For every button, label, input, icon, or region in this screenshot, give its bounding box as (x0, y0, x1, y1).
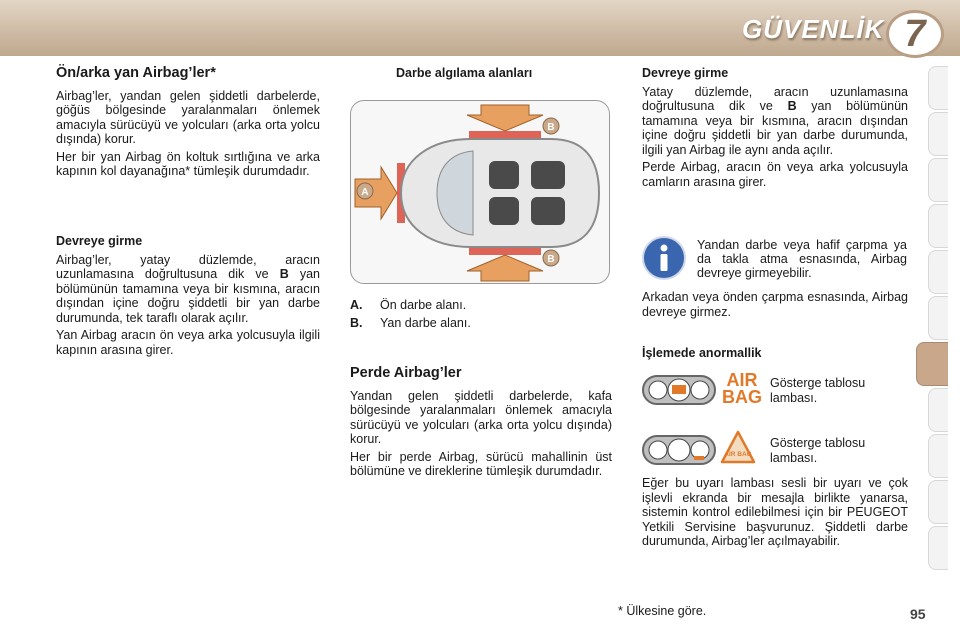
paragraph: Yatay düzlemde, aracın uzunlamasına doğrultusuna dik ve B yan bölümünün tamamına veya bir kısmına, aracın dışından içine doğru şiddetli bir yan darbe durumunda, ilgili yan Airbag ile aynı anda açılır. (642, 84, 908, 157)
paragraph: Airbag’ler, yandan gelen şiddetli darbelerde, göğüs bölgesinde yaralanmaları önlemek amacıyla sürücüyü ve yolcuları (arka orta yolcu dışında) korur. (56, 88, 320, 146)
paragraph: Arkadan veya önden çarpma esnasında, Airbag devreye girmez. (642, 290, 908, 319)
page-number: 95 (910, 606, 926, 622)
malfunction-heading (642, 346, 908, 365)
legend-row (350, 314, 471, 332)
paragraph: Yandan gelen şiddetli darbelerde, kafa bölgesinde yaralanmaları önlemek amacıyla sürücüyü ve yolcuları (arka orta yolcu dışında) korur. (350, 388, 612, 446)
paragraph: Airbag’ler, yatay düzlemde, aracın uzunlamasına doğrultusuna dik ve B yan bölümünün tamamına veya bir kısmına, aracın dışından içine doğru şiddetli bir yan darbe durumunda, tek taraflı olarak açılır. (56, 252, 320, 325)
airbag-warning-icon: AIR BAG (722, 370, 762, 407)
chapter-tab[interactable] (928, 204, 948, 248)
legend-key: B. (350, 316, 363, 330)
chapter-tab[interactable] (928, 526, 948, 570)
zone-b-bottom (469, 247, 541, 255)
marker-a-label: A (361, 187, 369, 198)
car-illustration (351, 101, 610, 284)
section-title-curtain-airbags: Perde Airbag’ler (350, 365, 462, 381)
info-icon (642, 236, 686, 280)
subsection-title-activation: Devreye girme (642, 66, 729, 80)
diagram-title: Darbe algılama alanları (396, 66, 533, 80)
subsection-title-activation: Devreye girme (56, 234, 143, 248)
left-activation (56, 234, 320, 360)
chapter-tab[interactable] (928, 112, 948, 156)
impact-zones-diagram (350, 100, 610, 284)
footnote: * Ülkesine göre. (618, 604, 707, 618)
diagram-legend (350, 296, 471, 332)
marker-b-label: B (547, 122, 555, 133)
subsection-title-malfunction: İşlemede anormallik (642, 346, 762, 360)
legend-key: A. (350, 298, 363, 312)
chapter-tab[interactable] (928, 66, 948, 110)
paragraph: Yan Airbag aracın ön veya arka yolcusuyla ilgili kapının arasına girer. (56, 328, 320, 357)
curtain-airbags-section (350, 366, 612, 482)
chapter-tab[interactable] (928, 250, 948, 294)
lamp-label: Gösterge tablosu lambası. (770, 436, 866, 465)
paragraph: Eğer bu uyarı lambası sesli bir uyarı ve çok işlevli ekranda bir mesajla birlikte yanarsa, sistemin kontrol edilebilmesi için bir PEUGEOT Yetkili Servisine başvurunuz. Şiddetli darbe durumunda, Airbag’ler açılmayabilir. (642, 476, 908, 548)
legend-text: Yan darbe alanı. (380, 316, 471, 330)
airbag-triangle-icon (720, 430, 756, 466)
instrument-cluster-icon (642, 372, 716, 408)
malfunction-note (642, 476, 908, 552)
paragraph: Her bir yan Airbag ön koltuk sırtlığına ve arka kapının kol dayanağına* tümleşik durumdadır. (56, 149, 320, 178)
chapter-tab[interactable] (928, 480, 948, 524)
right-activation (642, 66, 908, 192)
paragraph: Her bir perde Airbag, sürücü mahallinin üst bölümüne ve direklerine tümleşik durumdadır. (350, 449, 612, 478)
chapter-number: 7 (886, 10, 944, 58)
zone-b-top (469, 131, 541, 139)
svg-text:AIR BAG: AIR BAG (724, 451, 752, 458)
chapter-tab[interactable] (928, 434, 948, 478)
right-rear-front-note (642, 290, 908, 322)
instrument-cluster-icon (642, 432, 716, 468)
chapter-tab[interactable] (928, 296, 948, 340)
marker-b-label: B (547, 254, 555, 265)
chapter-tab[interactable] (928, 388, 948, 432)
legend-row (350, 296, 471, 314)
section-title-side-airbags: Ön/arka yan Airbag’ler* (56, 65, 216, 81)
info-note: Yandan darbe veya hafif çarpma ya da takla atma esnasında, Airbag devreye girmeyebilir. (697, 238, 907, 280)
chapter-tabs (928, 66, 948, 574)
lamp-label: Gösterge tablosu lambası. (770, 376, 866, 405)
chapter-tab[interactable] (928, 158, 948, 202)
chapter-title: GÜVENLİK (742, 14, 885, 44)
chapter-tab-active[interactable] (916, 342, 948, 386)
legend-text: Ön darbe alanı. (380, 298, 467, 312)
left-column (56, 66, 320, 182)
paragraph: Perde Airbag, aracın ön veya arka yolcusuyla camların arasına girer. (642, 160, 908, 189)
